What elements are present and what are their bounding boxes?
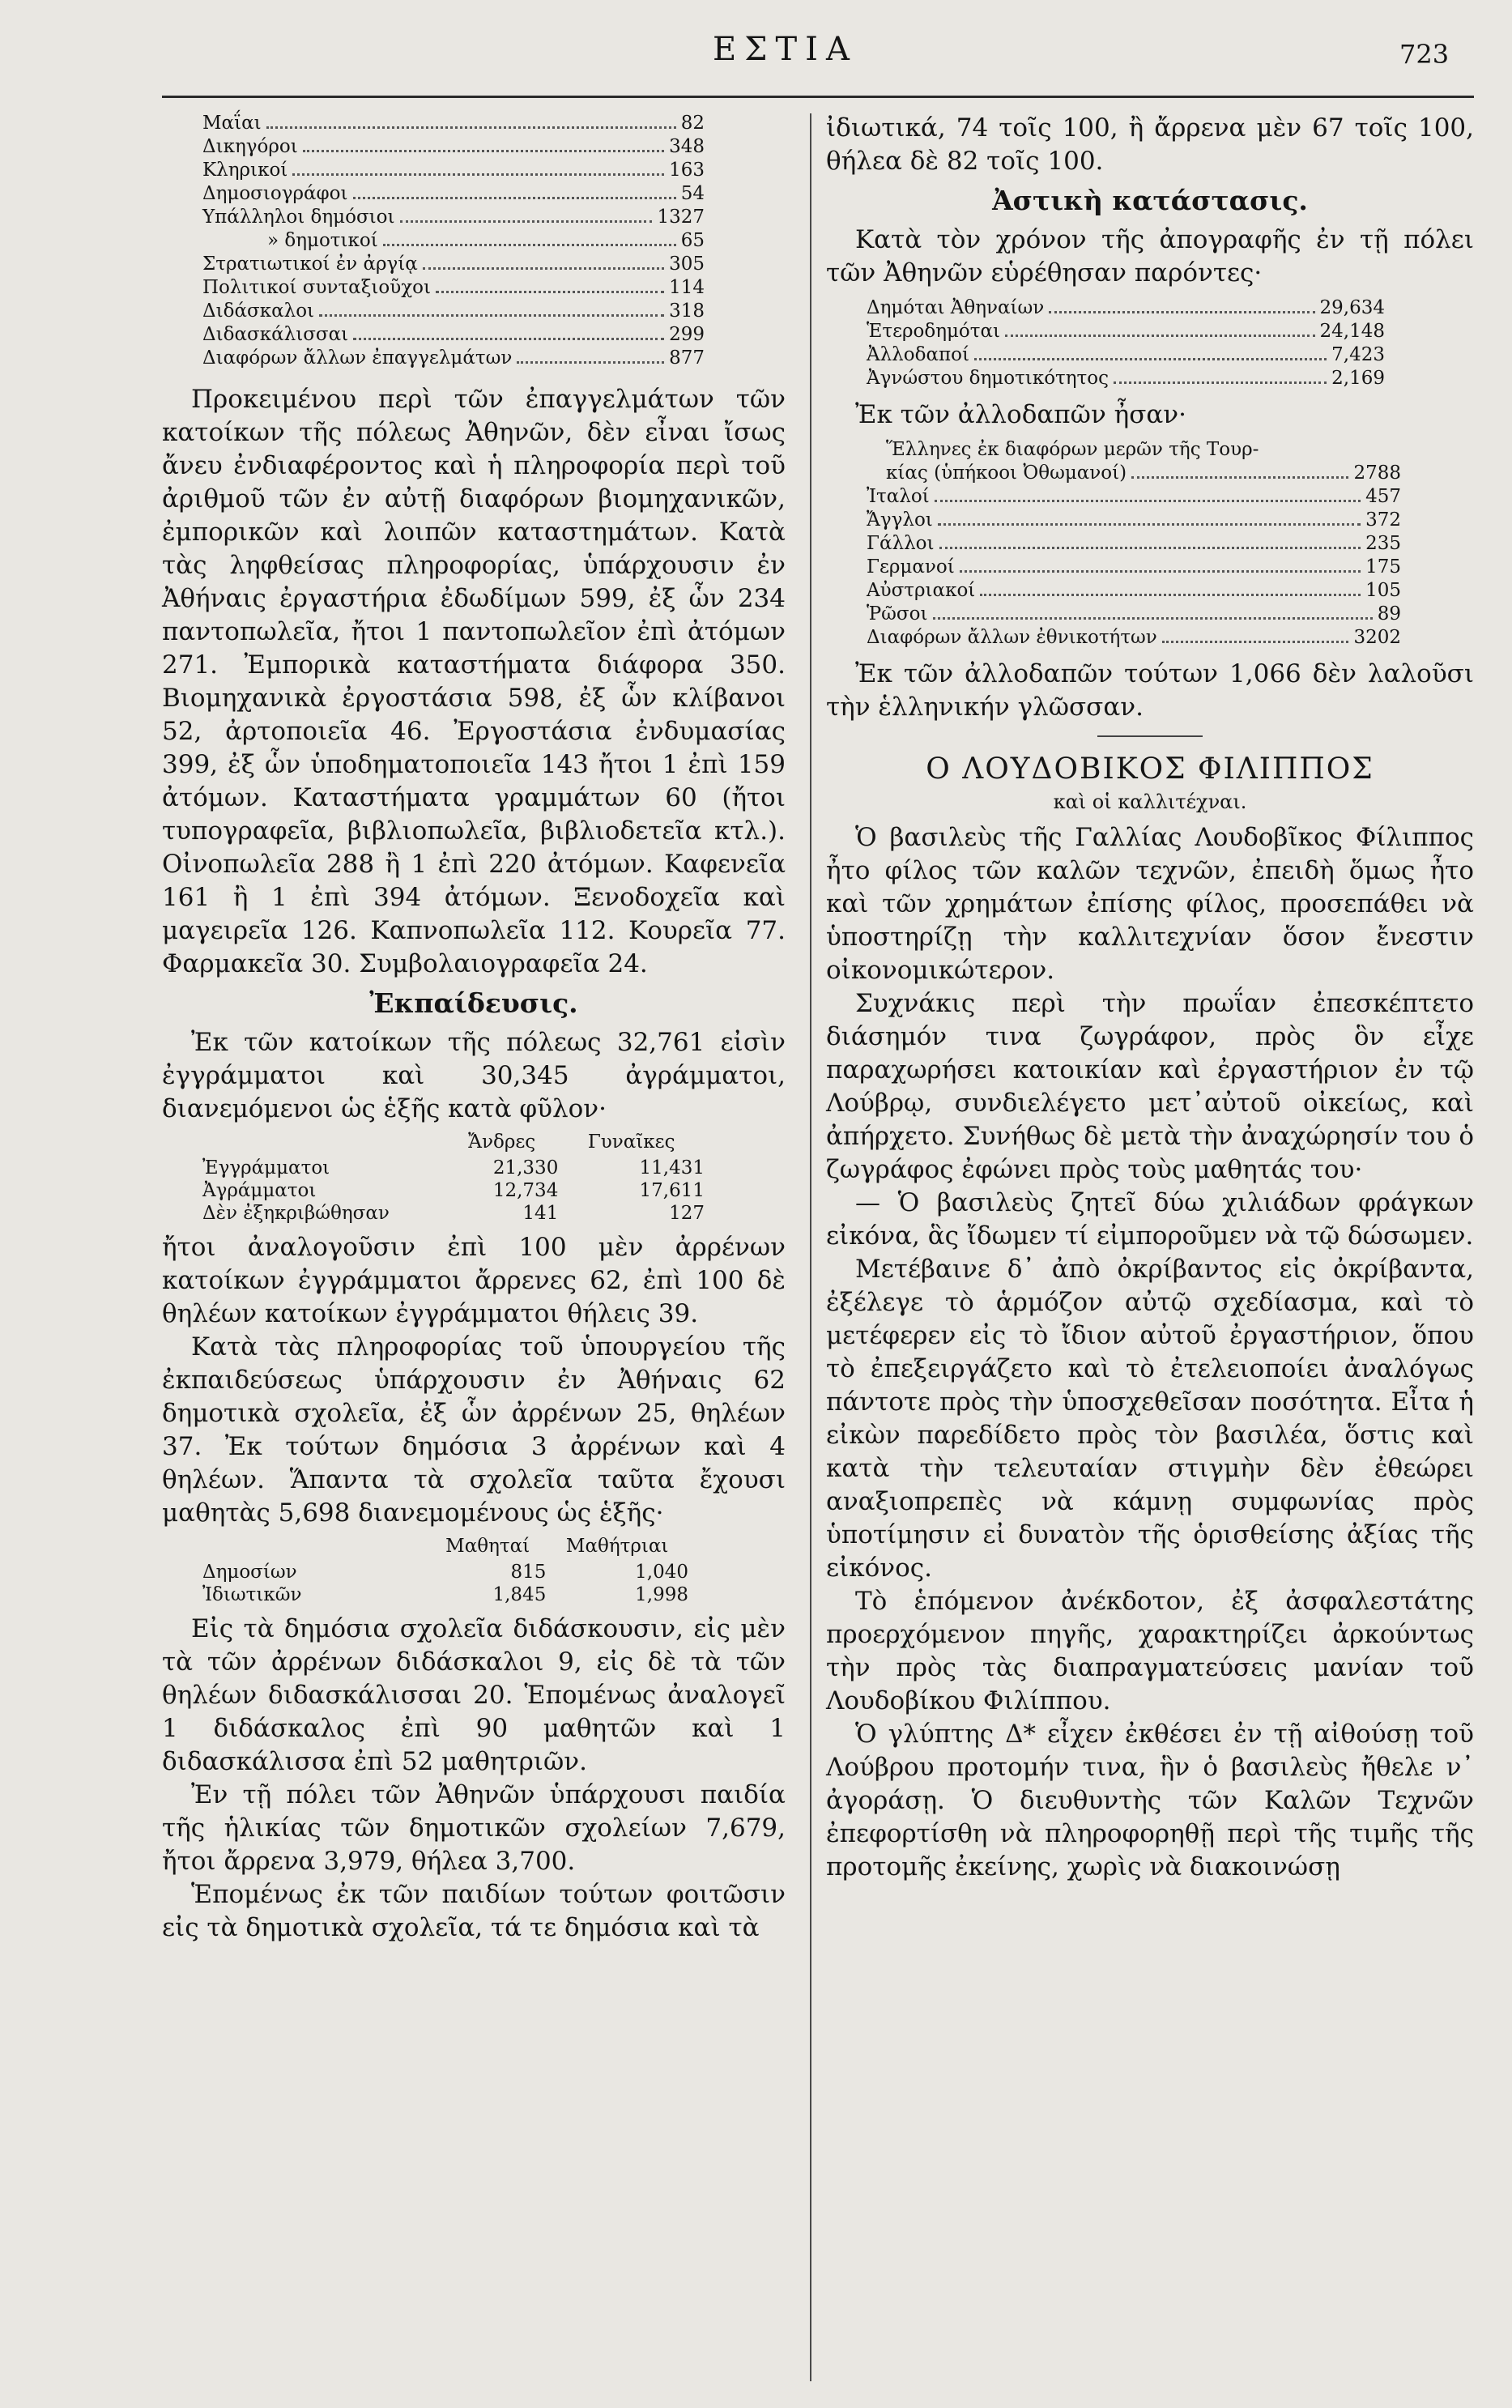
column-header: Μαθήτριαι bbox=[565, 1536, 669, 1557]
paragraph: Μετέβαινε δ᾽ ἀπὸ ὀκρίβαντος εἰς ὀκρίβαντα, ἐξέλεγε τὸ ἁρμόζον αὐτῷ σχεδίασμα, καὶ τὸ μετέφερεν εἰς τὸ ἴδιον αὐτοῦ ἐργαστήριον, ὅπου τὸ ἐπεξειργάζετο καὶ τὸ ἐτελειοποίει ἀναλόγως πάντοτε πρὸς τὴν ὑποσχεθεῖσαν ποσότητα. Εἶτα ἡ εἰκὼν παρεδίδετο πρὸς τὸν βασιλέα, ὅστις καὶ κατὰ τὴν τελευταίαν στιγμὴν δὲν ἐθεώρει αναξιοπρεπὲς νὰ κάμνῃ συμφωνίας πρὸς ὑποτίμησιν εἰ δυνατὸν τῆς ὁρισθείσης ἀξίας τῆς εἰκόνος. bbox=[826, 1255, 1474, 1583]
table-row: Ἐγγράμματοι 21,330 11,431 bbox=[202, 1157, 705, 1178]
list-item: Ἀγνώστου δημοτικότητος 2,169 bbox=[867, 368, 1385, 389]
students-table bbox=[202, 1535, 688, 1606]
journal-title: ΕΣΤΙΑ bbox=[713, 31, 858, 68]
paragraph: Συχνάκις περὶ τὴν πρωΐαν ἐπεσκέπτετο διάσημόν τινα ζωγράφον, πρὸς ὃν εἶχε παραχωρήσει κατοικίαν καὶ ἐργαστήριον ἐν τῷ Λούβρῳ, συνδιελέγετο μετ᾽αὐτοῦ οἰκείως, καὶ ἀπήρχετο. Συνήθως δὲ μετὰ τὴν ἀναχώρησίν του ὁ ζωγράφος ἐφώνει πρὸς τοὺς μαθητάς του· bbox=[826, 989, 1474, 1184]
list-item: Ἰταλοί 457 bbox=[867, 486, 1401, 507]
list-item: Δημοσιογράφοι 54 bbox=[202, 183, 705, 204]
paragraph: Κατὰ τὸν χρόνον τῆς ἀπογραφῆς ἐν τῇ πόλει τῶν Ἀθηνῶν εὑρέθησαν παρόντες· bbox=[826, 225, 1474, 288]
list-item: Γερμανοί 175 bbox=[867, 556, 1401, 577]
paragraph: ἰδιωτικά, 74 τοῖς 100, ἢ ἄρρενα μὲν 67 τοῖς 100, θήλεα δὲ 82 τοῖς 100. bbox=[826, 113, 1474, 176]
list-item: Ἕλληνες ἐκ διαφόρων μερῶν τῆς Τουρ- bbox=[886, 439, 1259, 460]
paragraph: Εἰς τὰ δημόσια σχολεῖα διδάσκουσιν, εἰς μὲν τὰ τῶν ἀρρένων διδάσκαλοι 9, εἰς δὲ τὰ τῶν θηλέων διδασκάλισσαι 20. Ἑπομένως ἀναλογεῖ 1 διδάσκαλος ἐπὶ 90 μαθητῶν καὶ 1 διδασκάλισσα ἐπὶ 52 μαθητριῶν. bbox=[162, 1614, 786, 1776]
article-subtitle: καὶ οἱ καλλιτέχναι. bbox=[1053, 791, 1247, 813]
list-item: κίας (ὑπήκοοι Ὀθωμανοί) 2788 bbox=[886, 462, 1401, 484]
paragraph: Ἐκ τῶν ἀλλοδαπῶν ἦσαν· bbox=[855, 400, 1187, 429]
section-heading: Ἐκπαίδευσις. bbox=[369, 987, 578, 1019]
paragraph: Ἐκ τῶν ἀλλοδαπῶν τούτων 1,066 δὲν λαλοῦσι τὴν ἑλληνικήν γλῶσσαν. bbox=[826, 659, 1474, 722]
paragraph: Ἐκ τῶν κατοίκων τῆς πόλεως 32,761 εἰσὶν ἐγγράμματοι καὶ 30,345 ἀγράμματοι, διανεμόμενοι ὡς ἑξῆς κατὰ φῦλον· bbox=[162, 1028, 786, 1123]
list-item: Πολιτικοί συνταξιοῦχοι 114 bbox=[202, 277, 705, 298]
paragraph: Ὁ βασιλεὺς τῆς Γαλλίας Λουδοβῖκος Φίλιππος ἦτο φίλος τῶν καλῶν τεχνῶν, ἐπειδὴ ὅμως ἦτο καὶ τῶν χρημάτων ἐπίσης φίλος, προσεπάθει νὰ ὑποστηρίζῃ τὴν καλλιτεχνίαν ὅσον ἔνεστιν οἰκονομικώτερον. bbox=[826, 823, 1474, 985]
column-header: Ἄνδρες bbox=[468, 1132, 536, 1153]
header-rule bbox=[162, 96, 1474, 98]
section-rule bbox=[1097, 735, 1203, 737]
list-item: Δημόται Ἀθηναίων 29,634 bbox=[867, 297, 1385, 318]
professions-list bbox=[162, 112, 705, 370]
column-header: Γυναῖκες bbox=[587, 1132, 675, 1153]
list-item: Μαΐαι 82 bbox=[202, 113, 705, 134]
left-column bbox=[162, 112, 786, 1945]
list-item: Διαφόρων ἄλλων ἐπαγγελμάτων 877 bbox=[202, 347, 705, 369]
list-item: Αὐστριακοί 105 bbox=[867, 580, 1401, 601]
paragraph: — Ὁ βασιλεὺς ζητεῖ δύω χιλιάδων φράγκων εἰκόνα, ἃς ἴδωμεν τί εἰμποροῦμεν νὰ τῷ δώσωμεν. bbox=[826, 1188, 1474, 1251]
table-row: Ἰδιωτικῶν 1,845 1,998 bbox=[202, 1584, 688, 1605]
right-column bbox=[826, 112, 1474, 1884]
running-head bbox=[0, 31, 1512, 79]
list-item: Ἀλλοδαποί 7,423 bbox=[867, 344, 1385, 365]
list-item: Γάλλοι 235 bbox=[867, 533, 1401, 554]
list-item: Κληρικοί 163 bbox=[202, 160, 705, 181]
paragraph: Ἐν τῇ πόλει τῶν Ἀθηνῶν ὑπάρχουσι παιδία τῆς ἡλικίας τῶν δημοτικῶν σχολείων 7,679, ἤτοι ἄρρενα 3,979, θήλεα 3,700. bbox=[162, 1780, 786, 1876]
list-item: Διδασκάλισσαι 299 bbox=[202, 324, 705, 345]
paragraph: Ἑπομένως ἐκ τῶν παιδίων τούτων φοιτῶσιν εἰς τὰ δημοτικὰ σχολεῖα, τά τε δημόσια καὶ τὰ bbox=[162, 1880, 786, 1942]
literacy-table bbox=[202, 1131, 705, 1225]
paragraph: ἤτοι ἀναλογοῦσιν ἐπὶ 100 μὲν ἀρρένων κατοίκων ἐγγράμματοι ἄρρενες 62, ἐπὶ 100 δὲ θηλέων κατοίκων ἐγγράμματοι θήλεις 39. bbox=[162, 1233, 786, 1328]
paragraph: Τὸ ἑπόμενον ἀνέκδοτον, ἐξ ἀσφαλεστάτης προερχόμενον πηγῆς, χαρακτηρίζει ἀρκούντως τὴν πρὸς τὰς διαπραγματεύσεις μανίαν τοῦ Λουδοβίκου Φιλίππου. bbox=[826, 1587, 1474, 1715]
column-header: Μαθηταί bbox=[445, 1536, 530, 1557]
table-row: Δημοσίων 815 1,040 bbox=[202, 1562, 688, 1583]
list-item: Διδάσκαλοι 318 bbox=[202, 300, 705, 322]
article-title: Ο ΛΟΥΔΟΒΙΚΟΣ ΦΙΛΙΠΠΟΣ bbox=[926, 752, 1374, 786]
column-divider bbox=[810, 113, 811, 2381]
list-item: Ἑτεροδημόται 24,148 bbox=[867, 321, 1385, 342]
list-item: Διαφόρων ἄλλων ἐθνικοτήτων 3202 bbox=[867, 627, 1401, 648]
paragraph: Κατὰ τὰς πληροφορίας τοῦ ὑπουργείου τῆς ἐκπαιδεύσεως ὑπάρχουσιν ἐν Ἀθήναις 62 δημοτικὰ σχολεῖα, ἐξ ὧν ἀρρένων 25, θηλέων 37. Ἐκ τούτων δημόσια 3 ἀρρένων καὶ 4 θηλέων. Ἅπαντα τὰ σχολεῖα ταῦτα ἔχουσι μαθητὰς 5,698 διανεμομένους ὡς ἑξῆς· bbox=[162, 1332, 786, 1528]
page-number: 723 bbox=[1399, 39, 1450, 70]
list-item: Δικηγόροι 348 bbox=[202, 136, 705, 157]
list-item: Ἄγγλοι 372 bbox=[867, 509, 1401, 531]
list-item: Υπάλληλοι δημόσιοι 1327 bbox=[202, 207, 705, 228]
paragraph: Ὁ γλύπτης Δ* εἶχεν ἐκθέσει ἐν τῇ αἰθούσῃ τοῦ Λούβρου προτομήν τινα, ἣν ὁ βασιλεὺς ἤθελε ν᾽ ἀγοράσῃ. Ὁ διευθυντὴς τῶν Καλῶν Τεχνῶν ἐπεφορτίσθη νὰ πληροφορηθῇ περὶ τῆς τιμῆς τῆς προτομῆς ἐκείνης, χωρὶς νὰ διακοινώσῃ bbox=[826, 1720, 1474, 1882]
list-item: » δημοτικοί 65 bbox=[267, 230, 705, 251]
section-heading: Ἀστικὴ κατάστασις. bbox=[992, 185, 1308, 216]
table-row: Δὲν ἐξηκριβώθησαν 141 127 bbox=[202, 1203, 705, 1224]
table-row: Ἀγράμματοι 12,734 17,611 bbox=[202, 1180, 705, 1201]
list-item: Ῥῶσοι 89 bbox=[867, 603, 1401, 624]
list-item: Στρατιωτικοί ἐν ἀργίᾳ 305 bbox=[202, 254, 705, 275]
citizens-list bbox=[826, 296, 1385, 390]
paragraph: Προκειμένου περὶ τῶν ἐπαγγελμάτων τῶν κατοίκων τῆς πόλεως Ἀθηνῶν, δὲν εἶναι ἴσως ἄνευ ἐνδιαφέροντος καὶ ἡ πληροφορία περὶ τοῦ ἀριθμοῦ τῶν ἐν αὐτῇ διαφόρων βιομηχανικῶν, ἐμπορικῶν καὶ λοιπῶν καταστημάτων. Κατὰ τὰς ληφθείσας πληροφορίας, ὑπάρχουσιν ἐν Ἀθήναις ἐργαστήρια ἐδωδίμων 599, ἐξ ὧν 234 παντοπωλεῖα, ἤτοι 1 παντοπωλεῖον ἐπὶ ἀτόμων 271. Ἐμπορικὰ καταστήματα διάφορα 350. Βιομηχανικὰ ἐργοστάσια 598, ἐξ ὧν κλίβανοι 52, ἀρτοποιεῖα 46. Ἐργοστάσια ἐνδυμασίας 399, ἐξ ὧν ὑποδηματοποιεῖα 143 ἤτοι 1 ἐπὶ 159 ἀτόμων. Καταστήματα γραμμάτων 60 (ἤτοι τυπογραφεῖα, βιβλιοπωλεῖα, βιβλιοδετεῖα κτλ.). Οἰνοπωλεῖα 288 ἢ 1 ἐπὶ 220 ἀτόμων. Καφενεῖα 161 ἢ 1 ἐπὶ 394 ἀτόμων. Ξενοδοχεῖα καὶ μαγειρεῖα 126. Καπνοπωλεῖα 112. Κουρεῖα 77. Φαρμακεῖα 30. Συμβολαιογραφεῖα 24. bbox=[162, 385, 786, 978]
foreigners-list bbox=[826, 438, 1401, 650]
